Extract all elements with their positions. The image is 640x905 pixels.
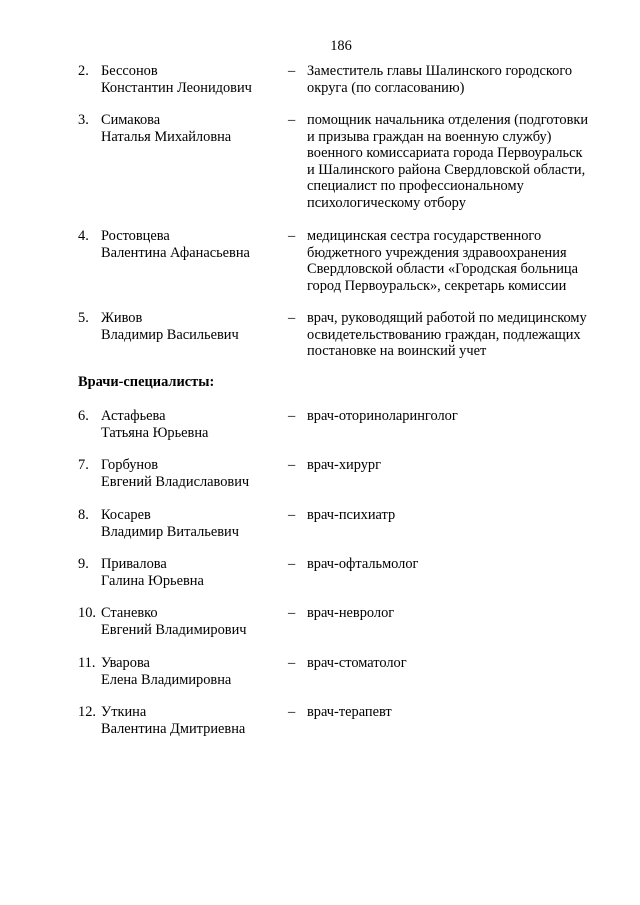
given-names: Галина Юрьевна — [101, 572, 204, 589]
item-number: 5. — [78, 310, 89, 326]
description-line: врач-хирург — [307, 457, 382, 473]
description-line: врач-оториноларинголог — [307, 408, 458, 424]
dash: – — [288, 605, 296, 621]
item-number: 7. — [78, 457, 89, 473]
surname: Уткина — [101, 704, 147, 720]
description-line: помощник начальника отделения (подготовки — [307, 112, 589, 128]
item-number: 6. — [78, 408, 89, 424]
item-number: 4. — [78, 228, 89, 244]
surname: Уварова — [101, 655, 150, 671]
description-line: врач-невролог — [307, 605, 395, 621]
description-line: врач-терапевт — [307, 704, 392, 720]
position-description — [307, 704, 607, 721]
given-names: Евгений Владимирович — [101, 621, 247, 638]
given-names: Валентина Афанасьевна — [101, 244, 250, 261]
position-description — [307, 605, 607, 622]
item-number: 10. — [78, 605, 96, 621]
item-number: 8. — [78, 507, 89, 523]
description-line: Свердловской области «Городская больница — [307, 261, 579, 278]
person-name — [101, 704, 281, 737]
given-names: Валентина Дмитриевна — [101, 720, 246, 737]
description-line: врач-стоматолог — [307, 655, 407, 671]
given-names: Константин Леонидович — [101, 79, 252, 96]
dash: – — [288, 507, 296, 523]
surname: Бессонов — [101, 63, 158, 79]
page-number: 186 — [330, 38, 352, 54]
position-description — [307, 63, 607, 96]
person-name — [101, 655, 281, 688]
person-name — [101, 112, 281, 145]
position-description — [307, 507, 607, 524]
position-description — [307, 457, 607, 474]
surname: Астафьева — [101, 408, 166, 424]
description-line: бюджетного учреждения здравоохранения — [307, 244, 567, 261]
position-description — [307, 112, 607, 212]
given-names: Владимир Витальевич — [101, 523, 239, 540]
description-line: округа (по согласованию) — [307, 79, 465, 96]
person-name — [101, 310, 281, 343]
dash: – — [288, 112, 296, 128]
surname: Привалова — [101, 556, 167, 572]
dash: – — [288, 556, 296, 572]
description-line: Заместитель главы Шалинского городского — [307, 63, 573, 79]
surname: Косарев — [101, 507, 151, 523]
description-line: освидетельствованию граждан, подлежащих — [307, 326, 581, 343]
description-line: психологическому отбору — [307, 194, 466, 211]
dash: – — [288, 63, 296, 79]
description-line: и призыва граждан на военную службу) — [307, 128, 552, 145]
dash: – — [288, 704, 296, 720]
description-line: врач, руководящий работой по медицинскому — [307, 310, 587, 326]
description-line: врач-офтальмолог — [307, 556, 419, 572]
surname: Симакова — [101, 112, 161, 128]
given-names: Елена Владимировна — [101, 671, 232, 688]
description-line: специалист по профессиональному — [307, 178, 524, 195]
dash: – — [288, 310, 296, 326]
description-line: врач-психиатр — [307, 507, 396, 523]
position-description — [307, 655, 607, 672]
given-names: Владимир Васильевич — [101, 326, 239, 343]
dash: – — [288, 457, 296, 473]
position-description — [307, 556, 607, 573]
description-line: и Шалинского района Свердловской области, — [307, 161, 586, 178]
item-number: 11. — [78, 655, 96, 671]
dash: – — [288, 655, 296, 671]
given-names: Татьяна Юрьевна — [101, 424, 209, 441]
description-line: медицинская сестра государственного — [307, 228, 542, 244]
item-number: 3. — [78, 112, 89, 128]
person-name — [101, 228, 281, 261]
surname: Станевко — [101, 605, 158, 621]
dash: – — [288, 408, 296, 424]
description-line: военного комиссариата города Первоуральск — [307, 145, 583, 162]
item-number: 9. — [78, 556, 89, 572]
given-names: Наталья Михайловна — [101, 128, 232, 145]
surname: Живов — [101, 310, 143, 326]
person-name — [101, 556, 281, 589]
position-description — [307, 310, 607, 360]
person-name — [101, 63, 281, 96]
person-name — [101, 507, 281, 540]
surname: Ростовцева — [101, 228, 170, 244]
surname: Горбунов — [101, 457, 159, 473]
dash: – — [288, 228, 296, 244]
given-names: Евгений Владиславович — [101, 473, 250, 490]
person-name — [101, 457, 281, 490]
description-line: постановке на воинский учет — [307, 343, 487, 360]
person-name — [101, 605, 281, 638]
item-number: 12. — [78, 704, 96, 720]
position-description — [307, 228, 607, 294]
description-line: город Первоуральск», секретарь комиссии — [307, 277, 567, 294]
item-number: 2. — [78, 63, 89, 79]
section-heading: Врачи-специалисты: — [78, 374, 215, 390]
person-name — [101, 408, 281, 441]
position-description — [307, 408, 607, 425]
